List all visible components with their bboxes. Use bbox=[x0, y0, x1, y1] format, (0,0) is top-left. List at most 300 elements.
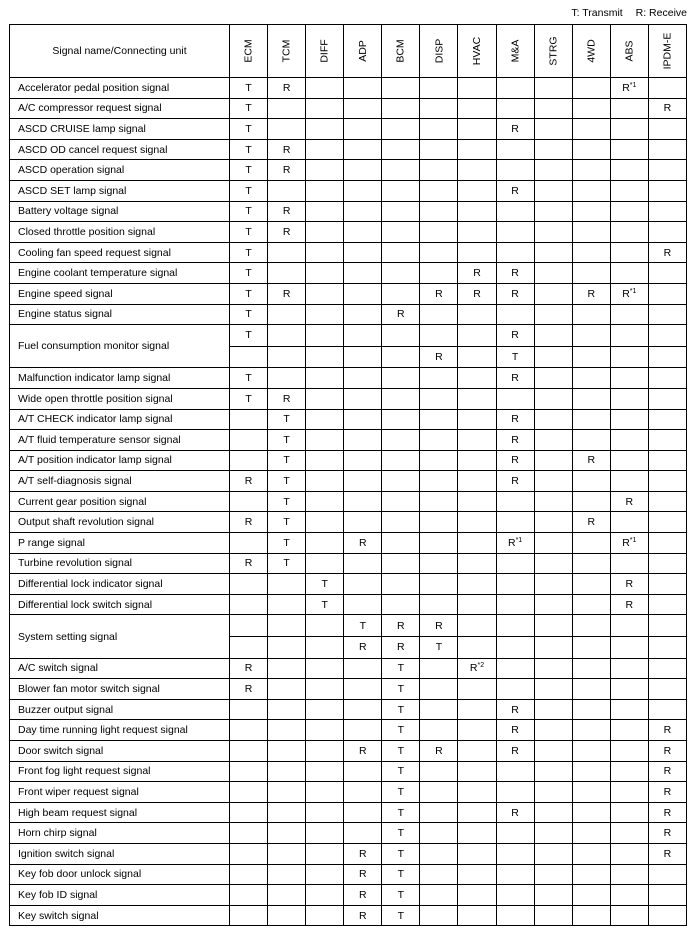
table-cell bbox=[382, 594, 420, 615]
table-cell bbox=[382, 325, 420, 347]
table-cell bbox=[306, 346, 344, 368]
table-cell: R bbox=[420, 346, 458, 368]
table-cell bbox=[496, 761, 534, 782]
header-unit-label: IPDM-E bbox=[661, 32, 674, 70]
table-cell bbox=[230, 741, 268, 762]
table-cell bbox=[344, 325, 382, 347]
table-cell bbox=[306, 843, 344, 864]
table-cell bbox=[610, 761, 648, 782]
table-cell bbox=[306, 242, 344, 263]
footnote-marker: *1 bbox=[629, 287, 637, 295]
table-cell bbox=[230, 782, 268, 803]
table-cell bbox=[344, 471, 382, 492]
table-row bbox=[10, 823, 687, 844]
table-cell: R bbox=[458, 283, 496, 304]
table-cell bbox=[306, 98, 344, 119]
table-cell bbox=[306, 720, 344, 741]
table-cell bbox=[610, 679, 648, 700]
signal-name: Malfunction indicator lamp signal bbox=[10, 368, 230, 389]
table-cell bbox=[534, 720, 572, 741]
table-cell bbox=[268, 761, 306, 782]
table-cell bbox=[306, 119, 344, 140]
table-cell: R bbox=[382, 615, 420, 637]
table-cell bbox=[648, 885, 686, 906]
table-cell bbox=[382, 242, 420, 263]
table-cell bbox=[458, 823, 496, 844]
table-cell bbox=[306, 283, 344, 304]
table-cell bbox=[268, 574, 306, 595]
table-cell bbox=[458, 98, 496, 119]
table-cell bbox=[572, 78, 610, 99]
table-cell: T bbox=[306, 594, 344, 615]
table-cell bbox=[534, 658, 572, 679]
signal-name: Wide open throttle position signal bbox=[10, 388, 230, 409]
table-row bbox=[10, 450, 687, 471]
table-cell bbox=[344, 242, 382, 263]
table-cell bbox=[610, 409, 648, 430]
table-cell: R bbox=[648, 720, 686, 741]
table-cell bbox=[420, 658, 458, 679]
table-cell bbox=[420, 242, 458, 263]
header-unit bbox=[534, 25, 572, 78]
table-cell bbox=[534, 242, 572, 263]
signal-name: Engine coolant temperature signal bbox=[10, 263, 230, 284]
table-cell bbox=[572, 823, 610, 844]
table-cell: T bbox=[230, 139, 268, 160]
table-cell bbox=[268, 637, 306, 659]
table-cell bbox=[610, 388, 648, 409]
table-cell bbox=[610, 843, 648, 864]
signal-name: ASCD operation signal bbox=[10, 160, 230, 181]
table-cell: T bbox=[268, 409, 306, 430]
table-cell bbox=[344, 201, 382, 222]
table-cell bbox=[458, 741, 496, 762]
table-cell bbox=[572, 471, 610, 492]
table-cell: R bbox=[496, 119, 534, 140]
table-cell bbox=[306, 802, 344, 823]
table-cell bbox=[306, 823, 344, 844]
table-cell bbox=[648, 304, 686, 325]
table-cell bbox=[344, 720, 382, 741]
table-cell bbox=[572, 864, 610, 885]
table-cell bbox=[648, 679, 686, 700]
table-cell bbox=[230, 491, 268, 512]
table-row bbox=[10, 574, 687, 595]
table-cell bbox=[306, 325, 344, 347]
table-cell bbox=[610, 471, 648, 492]
table-cell bbox=[268, 679, 306, 700]
table-cell bbox=[344, 388, 382, 409]
table-row bbox=[10, 471, 687, 492]
table-cell bbox=[420, 679, 458, 700]
table-cell: R bbox=[230, 471, 268, 492]
table-cell bbox=[572, 180, 610, 201]
table-cell bbox=[420, 761, 458, 782]
table-cell bbox=[420, 843, 458, 864]
table-cell bbox=[420, 574, 458, 595]
signal-name: Closed throttle position signal bbox=[10, 222, 230, 243]
table-cell bbox=[268, 885, 306, 906]
signal-name: Buzzer output signal bbox=[10, 699, 230, 720]
table-cell: R bbox=[268, 78, 306, 99]
table-cell bbox=[648, 388, 686, 409]
table-cell bbox=[230, 637, 268, 659]
table-cell: R bbox=[610, 594, 648, 615]
legend-transmit: T: Transmit bbox=[571, 7, 623, 19]
table-cell: R bbox=[648, 823, 686, 844]
table-cell bbox=[458, 533, 496, 554]
table-cell bbox=[382, 160, 420, 181]
table-cell: R bbox=[648, 242, 686, 263]
header-unit-label: DISP bbox=[432, 38, 445, 64]
table-cell bbox=[458, 139, 496, 160]
table-cell bbox=[496, 160, 534, 181]
table-cell: T bbox=[230, 160, 268, 181]
table-cell bbox=[382, 471, 420, 492]
table-cell bbox=[344, 304, 382, 325]
signal-name: Blower fan motor switch signal bbox=[10, 679, 230, 700]
table-cell: R bbox=[496, 699, 534, 720]
table-cell: R bbox=[230, 553, 268, 574]
table-cell bbox=[458, 430, 496, 451]
table-cell bbox=[534, 615, 572, 637]
table-cell: T bbox=[230, 78, 268, 99]
table-cell bbox=[306, 388, 344, 409]
header-unit-label: M&A bbox=[509, 39, 522, 63]
table-cell bbox=[420, 533, 458, 554]
table-cell bbox=[420, 160, 458, 181]
table-cell bbox=[496, 491, 534, 512]
table-cell bbox=[420, 98, 458, 119]
table-cell bbox=[344, 823, 382, 844]
table-row bbox=[10, 741, 687, 762]
table-cell bbox=[230, 450, 268, 471]
table-cell bbox=[534, 98, 572, 119]
table-cell: R bbox=[496, 409, 534, 430]
table-cell: T bbox=[230, 368, 268, 389]
header-unit bbox=[496, 25, 534, 78]
table-cell: R bbox=[382, 304, 420, 325]
table-cell: T bbox=[268, 553, 306, 574]
table-cell bbox=[458, 905, 496, 926]
table-cell bbox=[648, 368, 686, 389]
table-cell: R bbox=[648, 843, 686, 864]
table-cell: T bbox=[382, 905, 420, 926]
table-cell bbox=[420, 471, 458, 492]
table-cell bbox=[496, 242, 534, 263]
table-cell bbox=[610, 553, 648, 574]
signal-name: A/C switch signal bbox=[10, 658, 230, 679]
table-cell bbox=[572, 637, 610, 659]
table-cell bbox=[458, 222, 496, 243]
table-cell: R bbox=[648, 741, 686, 762]
table-cell bbox=[268, 905, 306, 926]
table-cell bbox=[420, 491, 458, 512]
signal-name: Battery voltage signal bbox=[10, 201, 230, 222]
table-row bbox=[10, 139, 687, 160]
table-cell bbox=[534, 304, 572, 325]
table-cell: R bbox=[496, 283, 534, 304]
table-row bbox=[10, 802, 687, 823]
table-cell bbox=[648, 139, 686, 160]
header-unit bbox=[610, 25, 648, 78]
table-cell bbox=[420, 450, 458, 471]
table-cell: R bbox=[382, 637, 420, 659]
table-cell bbox=[458, 201, 496, 222]
header-unit bbox=[344, 25, 382, 78]
table-cell bbox=[496, 823, 534, 844]
table-cell bbox=[610, 263, 648, 284]
table-cell bbox=[344, 679, 382, 700]
table-cell bbox=[648, 615, 686, 637]
table-row bbox=[10, 533, 687, 554]
table-cell bbox=[230, 574, 268, 595]
table-row bbox=[10, 658, 687, 679]
signal-name: Current gear position signal bbox=[10, 491, 230, 512]
table-cell bbox=[648, 512, 686, 533]
header-unit bbox=[420, 25, 458, 78]
table-cell bbox=[610, 304, 648, 325]
table-cell bbox=[382, 201, 420, 222]
table-cell bbox=[572, 574, 610, 595]
table-cell bbox=[458, 325, 496, 347]
signal-name: A/T position indicator lamp signal bbox=[10, 450, 230, 471]
table-cell bbox=[420, 823, 458, 844]
table-cell bbox=[382, 491, 420, 512]
table-cell bbox=[648, 180, 686, 201]
footnote-marker: *1 bbox=[629, 81, 637, 89]
table-cell bbox=[230, 615, 268, 637]
table-cell bbox=[268, 699, 306, 720]
table-cell bbox=[306, 409, 344, 430]
table-cell: T bbox=[268, 430, 306, 451]
table-cell bbox=[306, 368, 344, 389]
table-cell bbox=[382, 98, 420, 119]
table-row bbox=[10, 782, 687, 803]
table-cell bbox=[610, 699, 648, 720]
table-cell bbox=[420, 304, 458, 325]
table-cell bbox=[306, 491, 344, 512]
table-cell bbox=[268, 843, 306, 864]
table-cell bbox=[306, 222, 344, 243]
table-cell bbox=[534, 119, 572, 140]
table-cell bbox=[306, 864, 344, 885]
table-cell: T bbox=[230, 263, 268, 284]
table-cell bbox=[306, 615, 344, 637]
table-cell bbox=[382, 119, 420, 140]
table-cell bbox=[648, 491, 686, 512]
signal-name: ASCD SET lamp signal bbox=[10, 180, 230, 201]
signal-name: ASCD CRUISE lamp signal bbox=[10, 119, 230, 140]
table-cell bbox=[344, 139, 382, 160]
table-cell: T bbox=[230, 222, 268, 243]
table-cell bbox=[306, 471, 344, 492]
table-row bbox=[10, 304, 687, 325]
table-cell bbox=[648, 263, 686, 284]
table-cell bbox=[420, 263, 458, 284]
table-cell bbox=[458, 594, 496, 615]
table-cell: R bbox=[230, 658, 268, 679]
table-cell bbox=[344, 98, 382, 119]
table-row bbox=[10, 263, 687, 284]
table-cell bbox=[496, 78, 534, 99]
table-cell bbox=[268, 304, 306, 325]
signal-name: A/T self-diagnosis signal bbox=[10, 471, 230, 492]
table-cell bbox=[344, 699, 382, 720]
signal-name: P range signal bbox=[10, 533, 230, 554]
table-cell: R bbox=[420, 741, 458, 762]
table-cell: T bbox=[268, 512, 306, 533]
table-cell bbox=[306, 699, 344, 720]
table-cell bbox=[268, 263, 306, 284]
table-cell bbox=[610, 98, 648, 119]
table-cell bbox=[420, 119, 458, 140]
table-cell bbox=[382, 222, 420, 243]
table-cell bbox=[534, 388, 572, 409]
table-cell bbox=[306, 430, 344, 451]
signal-name: Engine speed signal bbox=[10, 283, 230, 304]
table-cell bbox=[610, 242, 648, 263]
table-cell bbox=[420, 368, 458, 389]
table-row bbox=[10, 679, 687, 700]
table-cell bbox=[610, 222, 648, 243]
signal-name: Cooling fan speed request signal bbox=[10, 242, 230, 263]
table-cell bbox=[496, 843, 534, 864]
table-cell bbox=[534, 222, 572, 243]
table-cell bbox=[458, 574, 496, 595]
table-cell bbox=[344, 180, 382, 201]
header-unit-label: HVAC bbox=[471, 36, 483, 66]
table-cell bbox=[648, 533, 686, 554]
table-cell bbox=[458, 782, 496, 803]
table-cell: T bbox=[382, 782, 420, 803]
table-cell: $R^{*1}$ bbox=[610, 533, 648, 554]
table-cell bbox=[420, 720, 458, 741]
table-cell bbox=[306, 160, 344, 181]
table-cell bbox=[648, 160, 686, 181]
legend-receive: R: Receive bbox=[635, 7, 687, 19]
table-cell bbox=[610, 368, 648, 389]
table-row bbox=[10, 409, 687, 430]
table-cell: $R^{*1}$ bbox=[496, 533, 534, 554]
table-cell bbox=[648, 222, 686, 243]
signal-name: A/T CHECK indicator lamp signal bbox=[10, 409, 230, 430]
table-cell: R bbox=[344, 885, 382, 906]
table-cell bbox=[648, 325, 686, 347]
table-row bbox=[10, 905, 687, 926]
header-unit bbox=[572, 25, 610, 78]
signal-name: Key switch signal bbox=[10, 905, 230, 926]
table-cell bbox=[306, 201, 344, 222]
table-cell: R bbox=[572, 450, 610, 471]
table-cell bbox=[534, 843, 572, 864]
table-cell bbox=[344, 222, 382, 243]
header-unit bbox=[648, 25, 686, 78]
table-cell bbox=[230, 409, 268, 430]
table-cell bbox=[534, 430, 572, 451]
table-cell bbox=[420, 885, 458, 906]
table-cell bbox=[420, 201, 458, 222]
table-cell bbox=[458, 864, 496, 885]
signal-name: Door switch signal bbox=[10, 741, 230, 762]
table-cell bbox=[268, 98, 306, 119]
table-cell bbox=[572, 201, 610, 222]
signal-name: Key fob ID signal bbox=[10, 885, 230, 906]
table-row bbox=[10, 283, 687, 304]
table-cell bbox=[572, 325, 610, 347]
table-cell bbox=[648, 637, 686, 659]
table-row bbox=[10, 720, 687, 741]
table-cell bbox=[534, 741, 572, 762]
signal-name: Differential lock indicator signal bbox=[10, 574, 230, 595]
table-cell bbox=[572, 782, 610, 803]
signal-name: A/T fluid temperature sensor signal bbox=[10, 430, 230, 451]
table-cell bbox=[458, 699, 496, 720]
table-cell bbox=[534, 263, 572, 284]
table-cell bbox=[458, 679, 496, 700]
table-cell bbox=[496, 553, 534, 574]
table-cell bbox=[382, 263, 420, 284]
table-cell: T bbox=[268, 450, 306, 471]
table-cell bbox=[496, 574, 534, 595]
table-row bbox=[10, 119, 687, 140]
table-cell: T bbox=[230, 119, 268, 140]
table-cell bbox=[382, 409, 420, 430]
header-unit-label: ABS bbox=[623, 40, 636, 62]
table-cell bbox=[458, 637, 496, 659]
table-cell bbox=[458, 885, 496, 906]
table-cell: T bbox=[306, 574, 344, 595]
table-cell bbox=[382, 346, 420, 368]
table-cell bbox=[648, 864, 686, 885]
table-cell bbox=[268, 782, 306, 803]
table-cell bbox=[306, 679, 344, 700]
table-cell: T bbox=[230, 180, 268, 201]
table-cell bbox=[344, 553, 382, 574]
table-cell bbox=[610, 139, 648, 160]
table-cell bbox=[572, 658, 610, 679]
table-cell: R bbox=[496, 180, 534, 201]
table-cell: T bbox=[420, 637, 458, 659]
table-cell bbox=[344, 761, 382, 782]
table-cell bbox=[610, 658, 648, 679]
table-cell: R bbox=[648, 98, 686, 119]
table-cell: R bbox=[648, 761, 686, 782]
table-cell bbox=[230, 885, 268, 906]
table-cell bbox=[344, 512, 382, 533]
table-cell: R bbox=[420, 615, 458, 637]
table-cell bbox=[344, 283, 382, 304]
header-unit-label: BCM bbox=[394, 39, 407, 63]
table-cell bbox=[534, 160, 572, 181]
table-cell bbox=[306, 637, 344, 659]
table-cell bbox=[420, 325, 458, 347]
table-cell bbox=[344, 119, 382, 140]
table-cell bbox=[648, 409, 686, 430]
table-cell bbox=[534, 823, 572, 844]
footnote-marker: *1 bbox=[629, 536, 637, 544]
signal-name: Front fog light request signal bbox=[10, 761, 230, 782]
table-cell bbox=[648, 346, 686, 368]
table-cell bbox=[420, 139, 458, 160]
table-cell bbox=[306, 553, 344, 574]
table-row bbox=[10, 553, 687, 574]
table-cell bbox=[458, 802, 496, 823]
table-cell bbox=[610, 741, 648, 762]
header-unit-label: 4WD bbox=[585, 39, 598, 63]
table-cell bbox=[344, 160, 382, 181]
table-cell bbox=[230, 905, 268, 926]
